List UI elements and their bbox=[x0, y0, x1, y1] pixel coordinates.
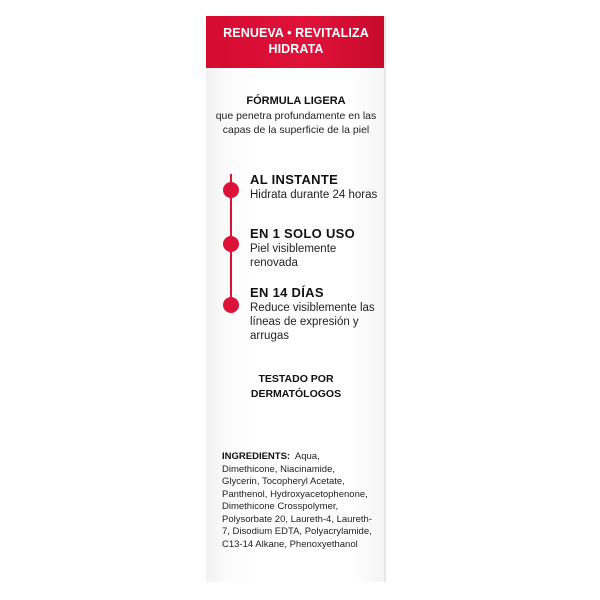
step-2-title: EN 1 SOLO USO bbox=[250, 226, 356, 241]
dermatologist-tested-claim bbox=[206, 372, 386, 402]
step-1-title: AL INSTANTE bbox=[250, 172, 339, 187]
tested-line-2: DERMATÓLOGOS bbox=[250, 388, 342, 400]
banner-line-1: RENUEVA • REVITALIZA bbox=[223, 26, 369, 40]
banner-line-2: HIDRATA bbox=[268, 42, 324, 56]
ingredients-list bbox=[222, 451, 374, 551]
benefits-banner bbox=[206, 16, 386, 68]
step-3-description: Reduce visiblemente las líneas de expresión y arrugas bbox=[250, 302, 375, 342]
ingredients-label: INGREDIENTS: bbox=[222, 451, 291, 462]
formula-title: FÓRMULA LIGERA bbox=[246, 95, 346, 107]
tested-line-1: TESTADO POR bbox=[258, 373, 334, 385]
step-2-description: Piel visiblemente renovada bbox=[250, 243, 337, 269]
timeline-dot-3 bbox=[223, 297, 239, 313]
step-1-description: Hidrata durante 24 horas bbox=[250, 189, 378, 201]
step-3-title: EN 14 DÍAS bbox=[250, 285, 324, 300]
ingredients-text: Aqua, Dimethicone, Niacinamide, Glycerin, Tocopheryl Acetate, Panthenol, Hydroxyacetophenone, Dimethicone Crosspolymer, Polysorbate 20, Laureth-4, Laureth-7, Disodium EDTA, Polyacrylamide, C13-14 Alkane, Phenoxyethanol bbox=[222, 451, 372, 550]
timeline-dot-1 bbox=[223, 182, 239, 198]
timeline-dot-2 bbox=[223, 236, 239, 252]
formula-description: que penetra profundamente en las capas de la superficie de la piel bbox=[215, 110, 377, 136]
product-box-side-panel bbox=[206, 16, 386, 582]
